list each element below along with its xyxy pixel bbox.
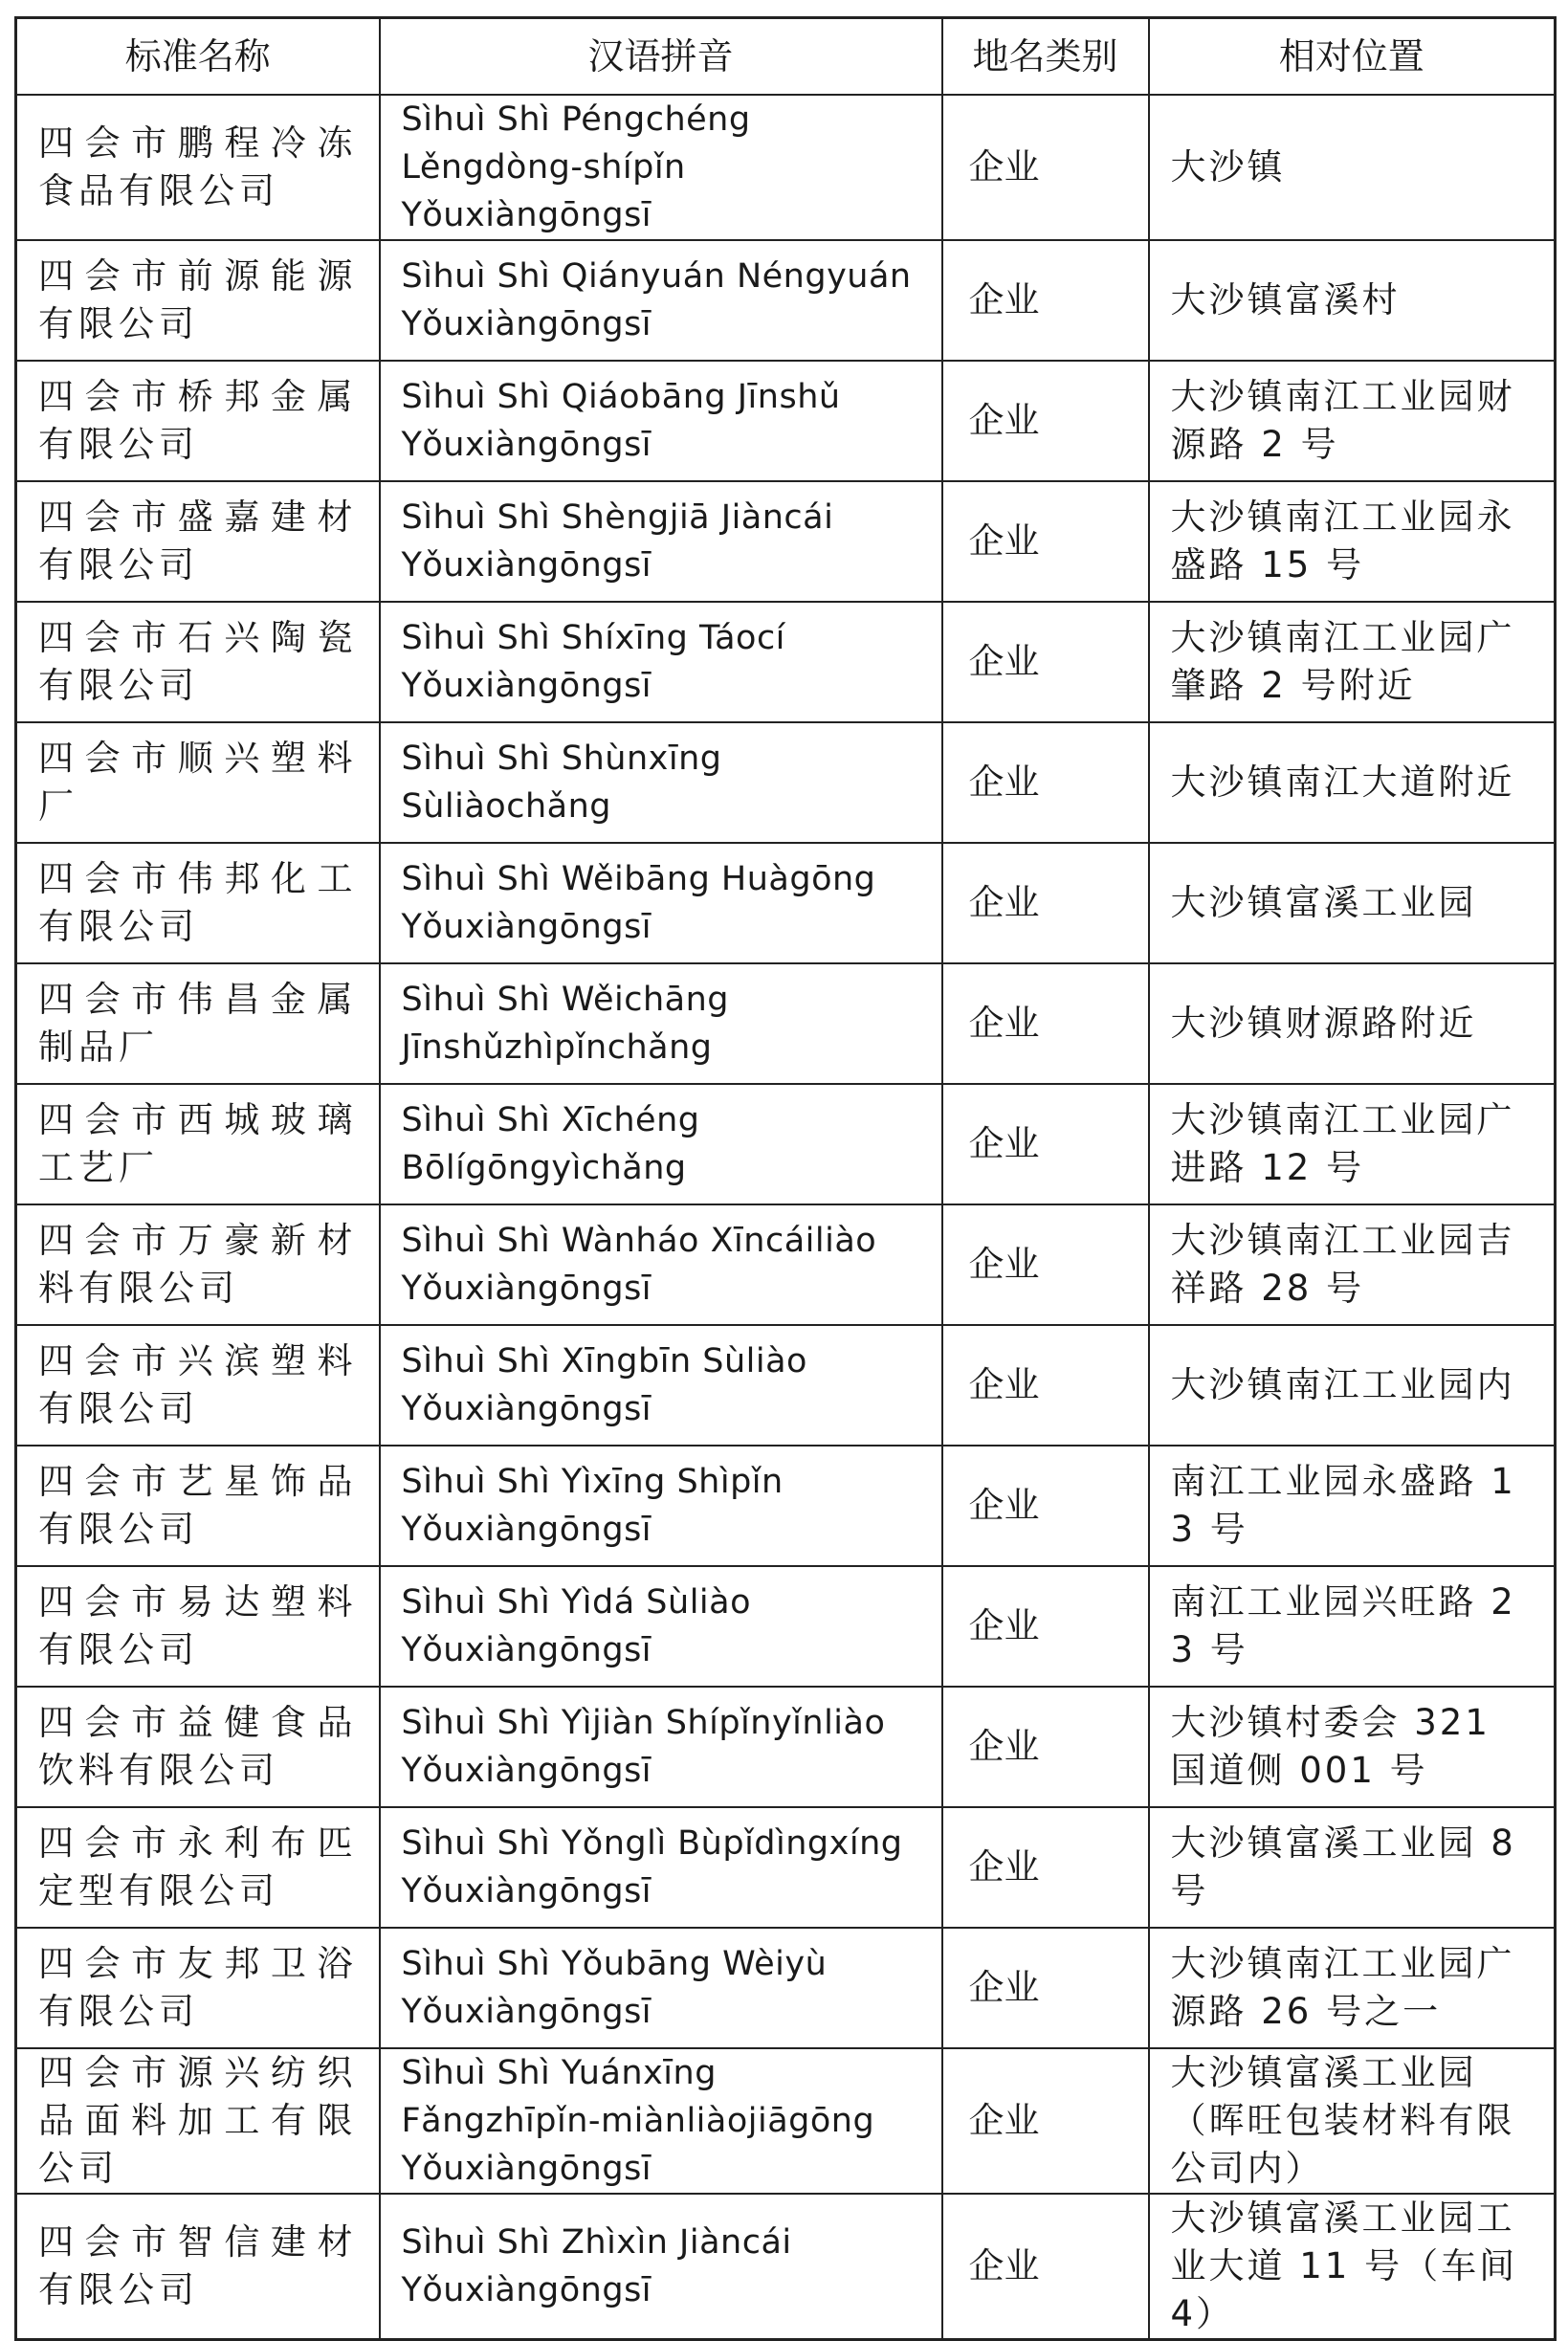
cell-pinyin: Sìhuì Shì Yìjiàn Shípǐnyǐnliào Yǒuxiàngōngsī bbox=[380, 1687, 942, 1807]
cell-place-type: 企业 bbox=[942, 481, 1149, 602]
cell-standard-name: 四会市兴滨塑料有限公司 bbox=[16, 1325, 380, 1446]
header-standard-name: 标准名称 bbox=[16, 18, 380, 95]
cell-relative-location: 大沙镇南江工业园广源路 26 号之一 bbox=[1149, 1928, 1556, 2048]
table-row bbox=[16, 1928, 1556, 2048]
cell-place-type: 企业 bbox=[942, 240, 1149, 361]
table-row bbox=[16, 481, 1556, 602]
table-body bbox=[16, 95, 1556, 2340]
cell-pinyin: Sìhuì Shì Qiányuán Néngyuán Yǒuxiàngōngsī bbox=[380, 240, 942, 361]
cell-relative-location: 大沙镇南江工业园财源路 2 号 bbox=[1149, 361, 1556, 481]
cell-standard-name: 四会市西城玻璃工艺厂 bbox=[16, 1084, 380, 1204]
table-row bbox=[16, 1566, 1556, 1687]
table-row bbox=[16, 843, 1556, 963]
cell-pinyin: Sìhuì Shì Xīchéng Bōlígōngyìchǎng bbox=[380, 1084, 942, 1204]
cell-relative-location: 南江工业园兴旺路 23 号 bbox=[1149, 1566, 1556, 1687]
cell-relative-location: 大沙镇财源路附近 bbox=[1149, 963, 1556, 1084]
cell-standard-name: 四会市永利布匹定型有限公司 bbox=[16, 1807, 380, 1928]
cell-relative-location: 大沙镇 bbox=[1149, 95, 1556, 240]
cell-standard-name: 四会市智信建材有限公司 bbox=[16, 2194, 380, 2340]
cell-relative-location: 大沙镇南江工业园吉祥路 28 号 bbox=[1149, 1204, 1556, 1325]
cell-place-type: 企业 bbox=[942, 1084, 1149, 1204]
cell-pinyin: Sìhuì Shì Yǒnglì Bùpǐdìngxíng Yǒuxiàngōngsī bbox=[380, 1807, 942, 1928]
cell-place-type: 企业 bbox=[942, 1446, 1149, 1566]
cell-relative-location: 大沙镇富溪村 bbox=[1149, 240, 1556, 361]
cell-standard-name: 四会市伟昌金属制品厂 bbox=[16, 963, 380, 1084]
cell-pinyin: Sìhuì Shì Qiáobāng Jīnshǔ Yǒuxiàngōngsī bbox=[380, 361, 942, 481]
cell-pinyin: Sìhuì Shì Xīngbīn Sùliào Yǒuxiàngōngsī bbox=[380, 1325, 942, 1446]
cell-standard-name: 四会市益健食品饮料有限公司 bbox=[16, 1687, 380, 1807]
table-header-row bbox=[16, 18, 1556, 95]
cell-relative-location: 大沙镇村委会 321 国道侧 001 号 bbox=[1149, 1687, 1556, 1807]
cell-relative-location: 大沙镇南江工业园广肇路 2 号附近 bbox=[1149, 602, 1556, 722]
cell-relative-location: 大沙镇南江大道附近 bbox=[1149, 722, 1556, 843]
cell-place-type: 企业 bbox=[942, 1566, 1149, 1687]
cell-place-type: 企业 bbox=[942, 2048, 1149, 2194]
header-relative-location: 相对位置 bbox=[1149, 18, 1556, 95]
cell-place-type: 企业 bbox=[942, 95, 1149, 240]
header-pinyin: 汉语拼音 bbox=[380, 18, 942, 95]
table-row bbox=[16, 240, 1556, 361]
cell-relative-location: 大沙镇富溪工业园（晖旺包装材料有限公司内） bbox=[1149, 2048, 1556, 2194]
cell-pinyin: Sìhuì Shì Wěibāng Huàgōng Yǒuxiàngōngsī bbox=[380, 843, 942, 963]
table-row bbox=[16, 1687, 1556, 1807]
table-row bbox=[16, 361, 1556, 481]
cell-pinyin: Sìhuì Shì Wànháo Xīncáiliào Yǒuxiàngōngsī bbox=[380, 1204, 942, 1325]
cell-standard-name: 四会市伟邦化工有限公司 bbox=[16, 843, 380, 963]
table-row bbox=[16, 1325, 1556, 1446]
cell-standard-name: 四会市艺星饰品有限公司 bbox=[16, 1446, 380, 1566]
cell-pinyin: Sìhuì Shì Yuánxīng Fǎngzhīpǐn-miànliàojiāgōng Yǒuxiàngōngsī bbox=[380, 2048, 942, 2194]
place-name-table bbox=[14, 16, 1557, 2341]
table-row bbox=[16, 95, 1556, 240]
table-row bbox=[16, 963, 1556, 1084]
cell-pinyin: Sìhuì Shì Yìdá Sùliào Yǒuxiàngōngsī bbox=[380, 1566, 942, 1687]
cell-place-type: 企业 bbox=[942, 1325, 1149, 1446]
cell-pinyin: Sìhuì Shì Shíxīng Táocí Yǒuxiàngōngsī bbox=[380, 602, 942, 722]
cell-relative-location: 大沙镇富溪工业园 bbox=[1149, 843, 1556, 963]
cell-relative-location: 大沙镇南江工业园永盛路 15 号 bbox=[1149, 481, 1556, 602]
cell-place-type: 企业 bbox=[942, 963, 1149, 1084]
cell-standard-name: 四会市石兴陶瓷有限公司 bbox=[16, 602, 380, 722]
cell-place-type: 企业 bbox=[942, 843, 1149, 963]
cell-pinyin: Sìhuì Shì Shèngjiā Jiàncái Yǒuxiàngōngsī bbox=[380, 481, 942, 602]
cell-place-type: 企业 bbox=[942, 1687, 1149, 1807]
cell-relative-location: 南江工业园永盛路 13 号 bbox=[1149, 1446, 1556, 1566]
table-row bbox=[16, 1446, 1556, 1566]
cell-relative-location: 大沙镇南江工业园广进路 12 号 bbox=[1149, 1084, 1556, 1204]
cell-standard-name: 四会市源兴纺织品面料加工有限公司 bbox=[16, 2048, 380, 2194]
header-place-type: 地名类别 bbox=[942, 18, 1149, 95]
table-row bbox=[16, 1204, 1556, 1325]
cell-pinyin: Sìhuì Shì Péngchéng Lěngdòng-shípǐn Yǒuxiàngōngsī bbox=[380, 95, 942, 240]
table-row bbox=[16, 2048, 1556, 2194]
cell-pinyin: Sìhuì Shì Wěichāng Jīnshǔzhìpǐnchǎng bbox=[380, 963, 942, 1084]
cell-place-type: 企业 bbox=[942, 722, 1149, 843]
cell-standard-name: 四会市盛嘉建材有限公司 bbox=[16, 481, 380, 602]
place-name-table-container bbox=[14, 16, 1554, 2341]
cell-standard-name: 四会市万豪新材料有限公司 bbox=[16, 1204, 380, 1325]
cell-relative-location: 大沙镇富溪工业园工业大道 11 号（车间 4） bbox=[1149, 2194, 1556, 2340]
cell-standard-name: 四会市顺兴塑料厂 bbox=[16, 722, 380, 843]
cell-standard-name: 四会市桥邦金属有限公司 bbox=[16, 361, 380, 481]
cell-relative-location: 大沙镇南江工业园内 bbox=[1149, 1325, 1556, 1446]
cell-place-type: 企业 bbox=[942, 1204, 1149, 1325]
cell-standard-name: 四会市鹏程冷冻食品有限公司 bbox=[16, 95, 380, 240]
cell-place-type: 企业 bbox=[942, 361, 1149, 481]
cell-relative-location: 大沙镇富溪工业园 8 号 bbox=[1149, 1807, 1556, 1928]
table-row bbox=[16, 1807, 1556, 1928]
cell-pinyin: Sìhuì Shì Shùnxīng Sùliàochǎng bbox=[380, 722, 942, 843]
cell-place-type: 企业 bbox=[942, 1928, 1149, 2048]
cell-pinyin: Sìhuì Shì Yìxīng Shìpǐn Yǒuxiàngōngsī bbox=[380, 1446, 942, 1566]
cell-place-type: 企业 bbox=[942, 1807, 1149, 1928]
table-row bbox=[16, 1084, 1556, 1204]
cell-place-type: 企业 bbox=[942, 2194, 1149, 2340]
cell-pinyin: Sìhuì Shì Zhìxìn Jiàncái Yǒuxiàngōngsī bbox=[380, 2194, 942, 2340]
cell-standard-name: 四会市前源能源有限公司 bbox=[16, 240, 380, 361]
cell-place-type: 企业 bbox=[942, 602, 1149, 722]
table-row bbox=[16, 602, 1556, 722]
cell-standard-name: 四会市易达塑料有限公司 bbox=[16, 1566, 380, 1687]
cell-standard-name: 四会市友邦卫浴有限公司 bbox=[16, 1928, 380, 2048]
table-row bbox=[16, 2194, 1556, 2340]
cell-pinyin: Sìhuì Shì Yǒubāng Wèiyù Yǒuxiàngōngsī bbox=[380, 1928, 942, 2048]
table-row bbox=[16, 722, 1556, 843]
